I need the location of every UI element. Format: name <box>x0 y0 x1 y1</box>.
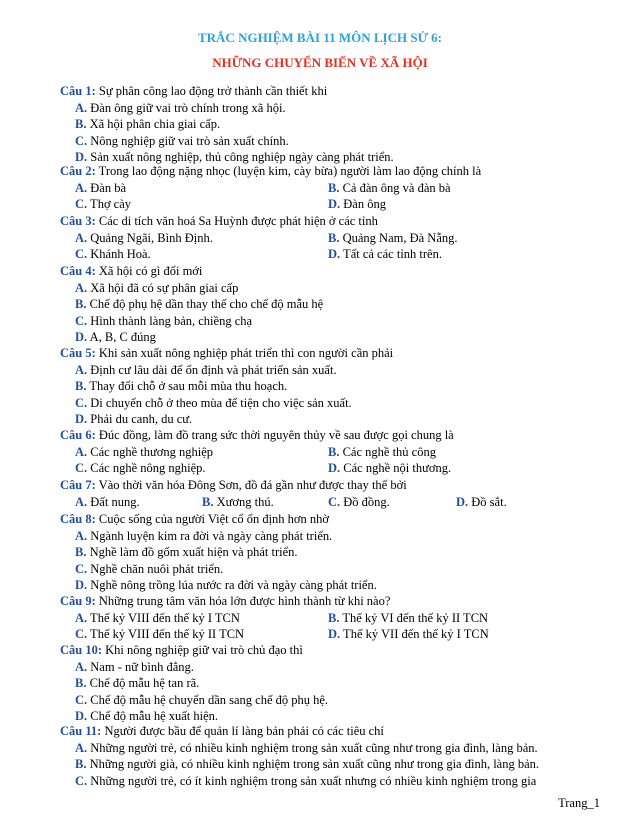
option-letter: C. <box>75 133 88 148</box>
option-text: Những người trẻ, có nhiều kinh nghiệm trong sản xuất cũng như trong gia đình, làng bản. <box>87 740 538 755</box>
answer-option[interactable] <box>328 611 488 626</box>
answer-option[interactable] <box>75 150 394 165</box>
option-letter: B. <box>75 297 87 311</box>
option-letter: C. <box>75 561 88 576</box>
question-text: Trong lao động nặng nhọc (luyện kim, cày bừa) người làm lao động chính là <box>95 164 482 178</box>
option-letter: C. <box>75 247 88 261</box>
option-text: Quảng Nam, Đà Nẵng. <box>339 230 458 245</box>
question-label: Câu 3: <box>60 214 96 228</box>
option-text: Nam - nữ bình đẳng. <box>87 659 194 674</box>
question-text: Cuộc sống của người Việt cổ ổn định hơn nhờ <box>95 512 330 526</box>
question-label: Câu 9: <box>60 594 96 608</box>
page-subtitle: NHỮNG CHUYỂN BIẾN VỀ XÃ HỘI <box>212 55 428 70</box>
option-letter: A. <box>75 444 88 459</box>
answer-option[interactable] <box>328 495 390 510</box>
option-text: Các nghề thương nghiệp <box>87 444 214 459</box>
option-letter: B. <box>75 757 87 771</box>
question-label: Câu 10: <box>60 643 103 657</box>
answer-option[interactable] <box>202 495 274 510</box>
option-letter: C. <box>75 627 88 641</box>
answer-option[interactable] <box>75 297 323 312</box>
answer-option[interactable] <box>75 314 252 329</box>
option-text: Phải du canh, du cư. <box>87 412 193 426</box>
question-stem <box>60 512 329 527</box>
option-letter: A. <box>75 230 88 245</box>
question-text: Sự phân công lao động trở thành cần thiết khi <box>95 84 328 98</box>
option-text: Đàn ông giữ vai trò chính trong xã hội. <box>87 100 286 115</box>
answer-option[interactable] <box>75 757 539 772</box>
option-text: Thế kỷ VIII đến thế kỷ II TCN <box>87 627 245 641</box>
option-text: Những người trẻ, có ít kinh nghiệm trong sản xuất nhưng có nhiều kinh nghiệm trong gia <box>87 773 537 788</box>
option-letter: C. <box>75 395 88 410</box>
option-letter: A. <box>75 362 88 377</box>
answer-option[interactable] <box>75 247 151 262</box>
option-text: Nghề chăn nuôi phát triển. <box>87 561 224 576</box>
question-label: Câu 8: <box>60 512 96 526</box>
option-letter: A. <box>75 740 88 755</box>
question-stem <box>60 643 303 658</box>
answer-option[interactable] <box>328 461 451 476</box>
option-letter: C. <box>75 313 88 328</box>
option-text: Đồ sắt. <box>468 494 507 509</box>
question-stem <box>60 724 384 739</box>
question-label: Câu 7: <box>60 478 96 492</box>
question-label: Câu 11: <box>60 724 102 738</box>
answer-option[interactable] <box>75 445 213 460</box>
question-text: Người được bầu để quản lí làng bản phải có các tiêu chí <box>101 724 384 738</box>
option-text: Các nghề nông nghiệp. <box>87 461 206 475</box>
option-text: Đất nung. <box>87 494 140 509</box>
question-stem <box>60 346 393 361</box>
option-letter: D. <box>328 247 341 261</box>
option-letter: D. <box>328 197 341 211</box>
question-stem <box>60 264 202 279</box>
option-letter: C. <box>75 773 88 788</box>
answer-option[interactable] <box>75 231 213 246</box>
option-letter: A. <box>75 494 88 509</box>
option-text: Đàn bà <box>87 180 127 195</box>
answer-option[interactable] <box>75 412 192 427</box>
option-text: Đàn ông <box>340 197 386 211</box>
question-label: Câu 2: <box>60 164 96 178</box>
option-letter: A. <box>75 659 88 674</box>
answer-option[interactable] <box>75 545 298 560</box>
option-letter: D. <box>328 461 341 475</box>
answer-option[interactable] <box>75 363 337 378</box>
option-letter: D. <box>75 412 88 426</box>
answer-option[interactable] <box>75 741 538 756</box>
option-text: A, B, C đúng <box>87 330 156 344</box>
option-text: Chế độ mẫu hệ chuyển dần sang chế độ phụ hệ. <box>87 692 329 707</box>
question-stem <box>60 164 481 179</box>
option-text: Hình thành làng bản, chiềng chạ <box>87 313 253 328</box>
option-text: Thay đổi chỗ ở sau mỗi mùa thu hoạch. <box>86 379 288 393</box>
option-letter: D. <box>456 494 469 509</box>
question-stem <box>60 214 378 229</box>
option-letter: A. <box>75 180 88 195</box>
option-letter: A. <box>75 610 88 625</box>
option-letter: D. <box>75 709 88 723</box>
option-letter: C. <box>328 494 341 509</box>
answer-option[interactable] <box>75 281 238 296</box>
option-text: Khánh Hoà. <box>87 247 151 261</box>
option-letter: D. <box>75 330 88 344</box>
option-letter: D. <box>75 578 88 592</box>
option-text: Ngành luyện kim ra đời và ngày càng phát triển. <box>87 528 333 543</box>
option-letter: C. <box>75 197 88 211</box>
option-letter: A. <box>75 100 88 115</box>
question-text: Khi nông nghiệp giữ vai trò chủ đạo thì <box>102 643 303 657</box>
option-text: Các nghề thủ công <box>339 444 436 459</box>
option-text: Tất cả các tỉnh trên. <box>340 247 442 261</box>
page-number: Trang_1 <box>558 796 600 810</box>
option-letter: C. <box>75 461 88 475</box>
question-stem <box>60 428 454 443</box>
option-text: Di chuyển chỗ ở theo mùa để tiện cho việc sản xuất. <box>87 395 352 410</box>
question-text: Những trung tâm văn hóa lớn được hình thành từ khi nào? <box>95 594 391 608</box>
option-text: Quảng Ngãi, Bình Định. <box>87 230 213 245</box>
option-letter: B. <box>75 379 87 393</box>
option-letter: B. <box>328 180 340 195</box>
option-text: Định cư lâu dài để ổn định và phát triển sản xuất. <box>87 362 337 377</box>
option-text: Nghề làm đồ gốm xuất hiện và phát triển. <box>86 545 298 559</box>
question-stem <box>60 84 327 99</box>
answer-option[interactable] <box>328 247 442 262</box>
question-stem <box>60 594 390 609</box>
answer-option[interactable] <box>75 611 240 626</box>
answer-option[interactable] <box>456 495 507 510</box>
option-text: Thế kỷ VIII đến thế kỷ I TCN <box>87 610 240 625</box>
option-letter: B. <box>328 230 340 245</box>
option-letter: A. <box>75 528 88 543</box>
answer-option[interactable] <box>75 693 328 708</box>
answer-option[interactable] <box>75 197 131 212</box>
option-text: Xã hội đã có sự phân giai cấp <box>87 280 239 295</box>
option-letter: C. <box>75 692 88 707</box>
question-label: Câu 1: <box>60 84 96 98</box>
option-letter: B. <box>202 494 214 509</box>
option-text: Thợ cày <box>87 197 132 211</box>
answer-option[interactable] <box>75 379 287 394</box>
option-text: Các nghề nội thương. <box>340 461 452 475</box>
answer-option[interactable] <box>328 627 489 642</box>
answer-option[interactable] <box>328 181 451 196</box>
answer-option[interactable] <box>75 709 218 724</box>
option-text: Chế độ mẫu hệ tan rã. <box>86 676 200 690</box>
answer-option[interactable] <box>75 495 140 510</box>
option-text: Thế kỷ VII đến thế kỷ I TCN <box>340 627 489 641</box>
option-text: Thế kỷ VI đến thế kỷ II TCN <box>339 610 489 625</box>
option-text: Chế độ mẫu hệ xuất hiện. <box>87 709 219 723</box>
option-text: Xã hội phân chia giai cấp. <box>86 117 221 131</box>
question-text: Đúc đồng, làm đồ trang sức thời nguyên thủy về sau được gọi chung là <box>95 428 454 442</box>
answer-option[interactable] <box>75 529 332 544</box>
question-stem <box>60 478 407 493</box>
option-text: Những người già, có nhiều kinh nghiệm trong sản xuất cũng như trong gia đình, làng bản. <box>86 757 540 771</box>
question-text: Khi sản xuất nông nghiệp phát triển thì con người cần phải <box>95 346 394 360</box>
option-text: Cả đàn ông và đàn bà <box>339 180 451 195</box>
answer-option[interactable] <box>75 676 199 691</box>
answer-option[interactable] <box>328 231 458 246</box>
option-text: Nghề nông trồng lúa nước ra đời và ngày càng phát triển. <box>87 578 377 592</box>
answer-option[interactable] <box>75 660 194 675</box>
question-label: Câu 6: <box>60 428 96 442</box>
option-letter: A. <box>75 280 88 295</box>
option-letter: B. <box>328 610 340 625</box>
option-text: Chế độ phụ hệ dần thay thế cho chế độ mẫu hệ <box>86 297 324 311</box>
question-text: Các di tích văn hoá Sa Huỳnh được phát hiện ở các tỉnh <box>95 214 378 228</box>
answer-option[interactable] <box>75 774 536 789</box>
answer-option[interactable] <box>328 445 436 460</box>
answer-option[interactable] <box>75 578 377 593</box>
answer-option[interactable] <box>75 330 156 345</box>
answer-option[interactable] <box>75 134 289 149</box>
question-label: Câu 5: <box>60 346 96 360</box>
page-title: TRẮC NGHIỆM BÀI 11 MÔN LỊCH SỬ 6: <box>197 30 442 45</box>
answer-option[interactable] <box>75 562 223 577</box>
answer-option[interactable] <box>75 181 126 196</box>
option-letter: B. <box>328 444 340 459</box>
option-letter: B. <box>75 545 87 559</box>
option-text: Đồ đồng. <box>340 494 390 509</box>
answer-option[interactable] <box>75 117 220 132</box>
option-letter: D. <box>328 627 341 641</box>
question-text: Xã hội có gì đổi mới <box>95 264 203 278</box>
option-text: Xương thú. <box>213 494 274 509</box>
answer-option[interactable] <box>75 396 352 411</box>
answer-option[interactable] <box>75 461 206 476</box>
question-label: Câu 4: <box>60 264 96 278</box>
option-letter: B. <box>75 676 87 690</box>
question-text: Vào thời văn hóa Đông Sơn, đồ đá gần như được thay thế bởi <box>95 478 407 492</box>
answer-option[interactable] <box>75 101 286 116</box>
answer-option[interactable] <box>75 627 244 642</box>
option-letter: D. <box>75 150 88 164</box>
option-letter: B. <box>75 117 87 131</box>
answer-option[interactable] <box>328 197 386 212</box>
option-text: Sản xuất nông nghiệp, thủ công nghiệp ngày càng phát triển. <box>87 150 394 164</box>
option-text: Nông nghiệp giữ vai trò sản xuất chính. <box>87 133 289 148</box>
